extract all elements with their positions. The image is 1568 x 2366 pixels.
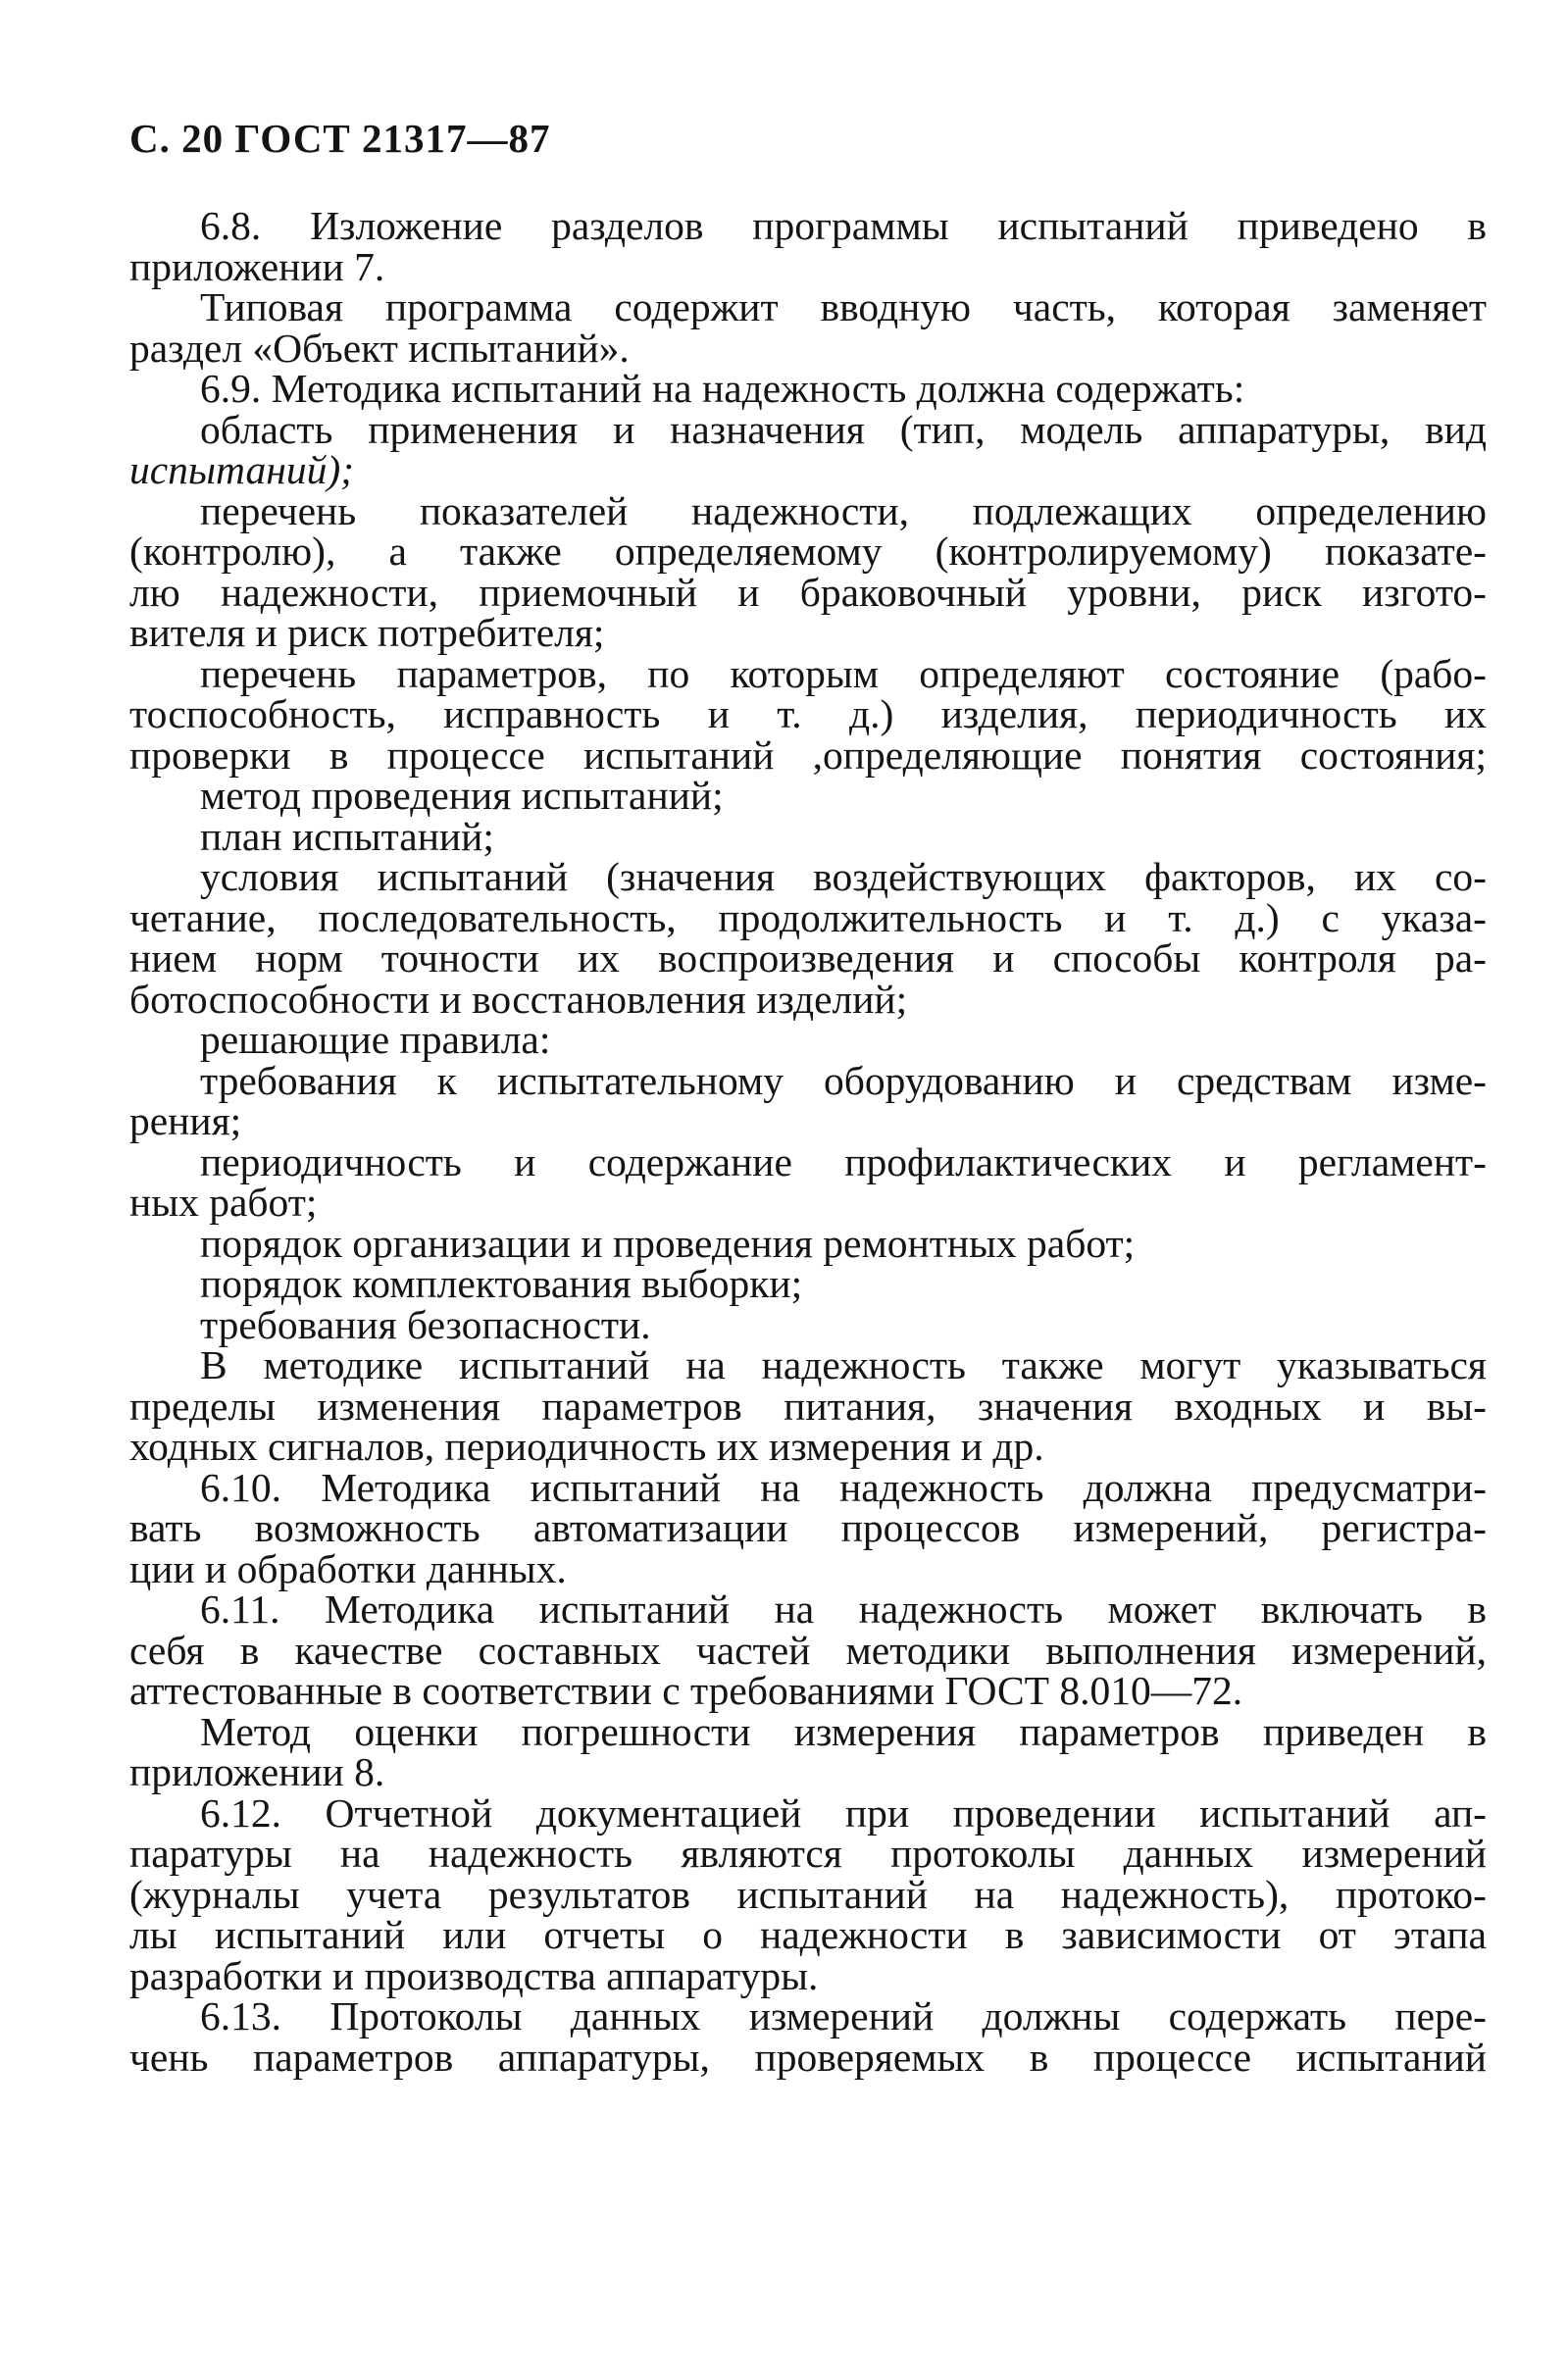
text-line: перечень параметров, по которым определяют состояние (рабо- <box>200 650 1487 696</box>
text-line: лы испытаний или отчеты о надежности в зависимости от этапа <box>129 1912 1487 1957</box>
text-line: 6.11. Методика испытаний на надежность может включать в <box>200 1586 1487 1632</box>
text-line: раздел «Объект испытаний». <box>129 325 630 371</box>
text-line: требования безопасности. <box>200 1301 651 1347</box>
text-line: аттестованные в соответствии с требованиями ГОСТ 8.010—72. <box>129 1668 1243 1713</box>
text-line: тоспособность, исправность и т. д.) изделия, периодичность их <box>129 691 1487 736</box>
text-line: ходных сигналов, периодичность их измерения и др. <box>129 1424 1044 1469</box>
text-line: 6.13. Протоколы данных измерений должны содержать пере- <box>200 1993 1487 2039</box>
text-line: область применения и назначения (тип, модель аппаратуры, вид <box>200 406 1487 452</box>
text-line: порядок организации и проведения ремонтных работ; <box>200 1220 1136 1266</box>
text-line: чень параметров аппаратуры, проверяемых в процессе испытаний <box>129 2034 1487 2080</box>
text-line: ных работ; <box>129 1180 318 1225</box>
text-line: порядок комплектования выборки; <box>200 1261 803 1306</box>
text-line: 6.8. Изложение разделов программы испытаний приведено в <box>200 203 1487 248</box>
text-line: В методике испытаний на надежность также могут указываться <box>200 1342 1487 1387</box>
text-line: решающие правила: <box>200 1017 551 1062</box>
text-line: 6.10. Методика испытаний на надежность должна предусматри- <box>200 1464 1487 1510</box>
text-line: паратуры на надежность являются протоколы данных измерений <box>129 1831 1487 1876</box>
text-line: Метод оценки погрешности измерения параметров приведен в <box>200 1708 1487 1754</box>
text-line: требования к испытательному оборудованию и средствам изме- <box>200 1057 1487 1103</box>
text-line <box>129 447 1487 492</box>
text-line: вать возможность автоматизации процессов измерений, регистра- <box>129 1505 1487 1550</box>
text-line: вителя и риск потребителя; <box>129 610 605 655</box>
text-line: метод проведения испытаний; <box>200 773 724 818</box>
text-line: пределы изменения параметров питания, значения входных и вы- <box>129 1383 1487 1429</box>
text-line: перечень показателей надежности, подлежащих определению <box>200 487 1487 533</box>
text-line: рения; <box>129 1098 242 1143</box>
document-body <box>129 203 1487 2080</box>
text-line: 6.12. Отчетной документацией при проведении испытаний ап- <box>200 1789 1487 1836</box>
text-line: нием норм точности их воспроизведения и способы контроля ра- <box>129 935 1487 981</box>
text-line: себя в качестве составных частей методики выполнения измерений, <box>129 1627 1487 1673</box>
text-line: приложении 8. <box>129 1749 385 1794</box>
text-line: приложении 7. <box>129 243 385 289</box>
text-line: четание, последовательность, продолжительность и т. д.) с указа- <box>129 894 1487 940</box>
text-line: 6.9. Методика испытаний на надежность должна содержать: <box>200 366 1245 411</box>
text-line: ботоспособности и восстановления изделий; <box>129 976 908 1022</box>
text-line: условия испытаний (значения воздействующих факторов, их со- <box>200 854 1487 899</box>
text-line: периодичность и содержание профилактических и регламент- <box>200 1138 1487 1184</box>
text-line: ции и обработки данных. <box>129 1545 567 1591</box>
text-line: разработки и производства аппаратуры. <box>129 1952 819 1998</box>
text-line: лю надежности, приемочный и браковочный уровни, риск изгото- <box>129 569 1487 615</box>
italic-text: испытаний); <box>129 447 354 492</box>
text-line: план испытаний; <box>200 813 494 859</box>
text-line: (контролю), а также определяемому (контролируемому) показате- <box>129 529 1487 574</box>
page-header: С. 20 ГОСТ 21317—87 <box>129 116 551 161</box>
text-line: Типовая программа содержит вводную часть, которая заменяет <box>200 284 1487 329</box>
text-line: (журналы учета результатов испытаний на надежность), протоко- <box>129 1871 1487 1917</box>
text-line: проверки в процессе испытаний ,определяющие понятия состояния; <box>129 731 1487 778</box>
